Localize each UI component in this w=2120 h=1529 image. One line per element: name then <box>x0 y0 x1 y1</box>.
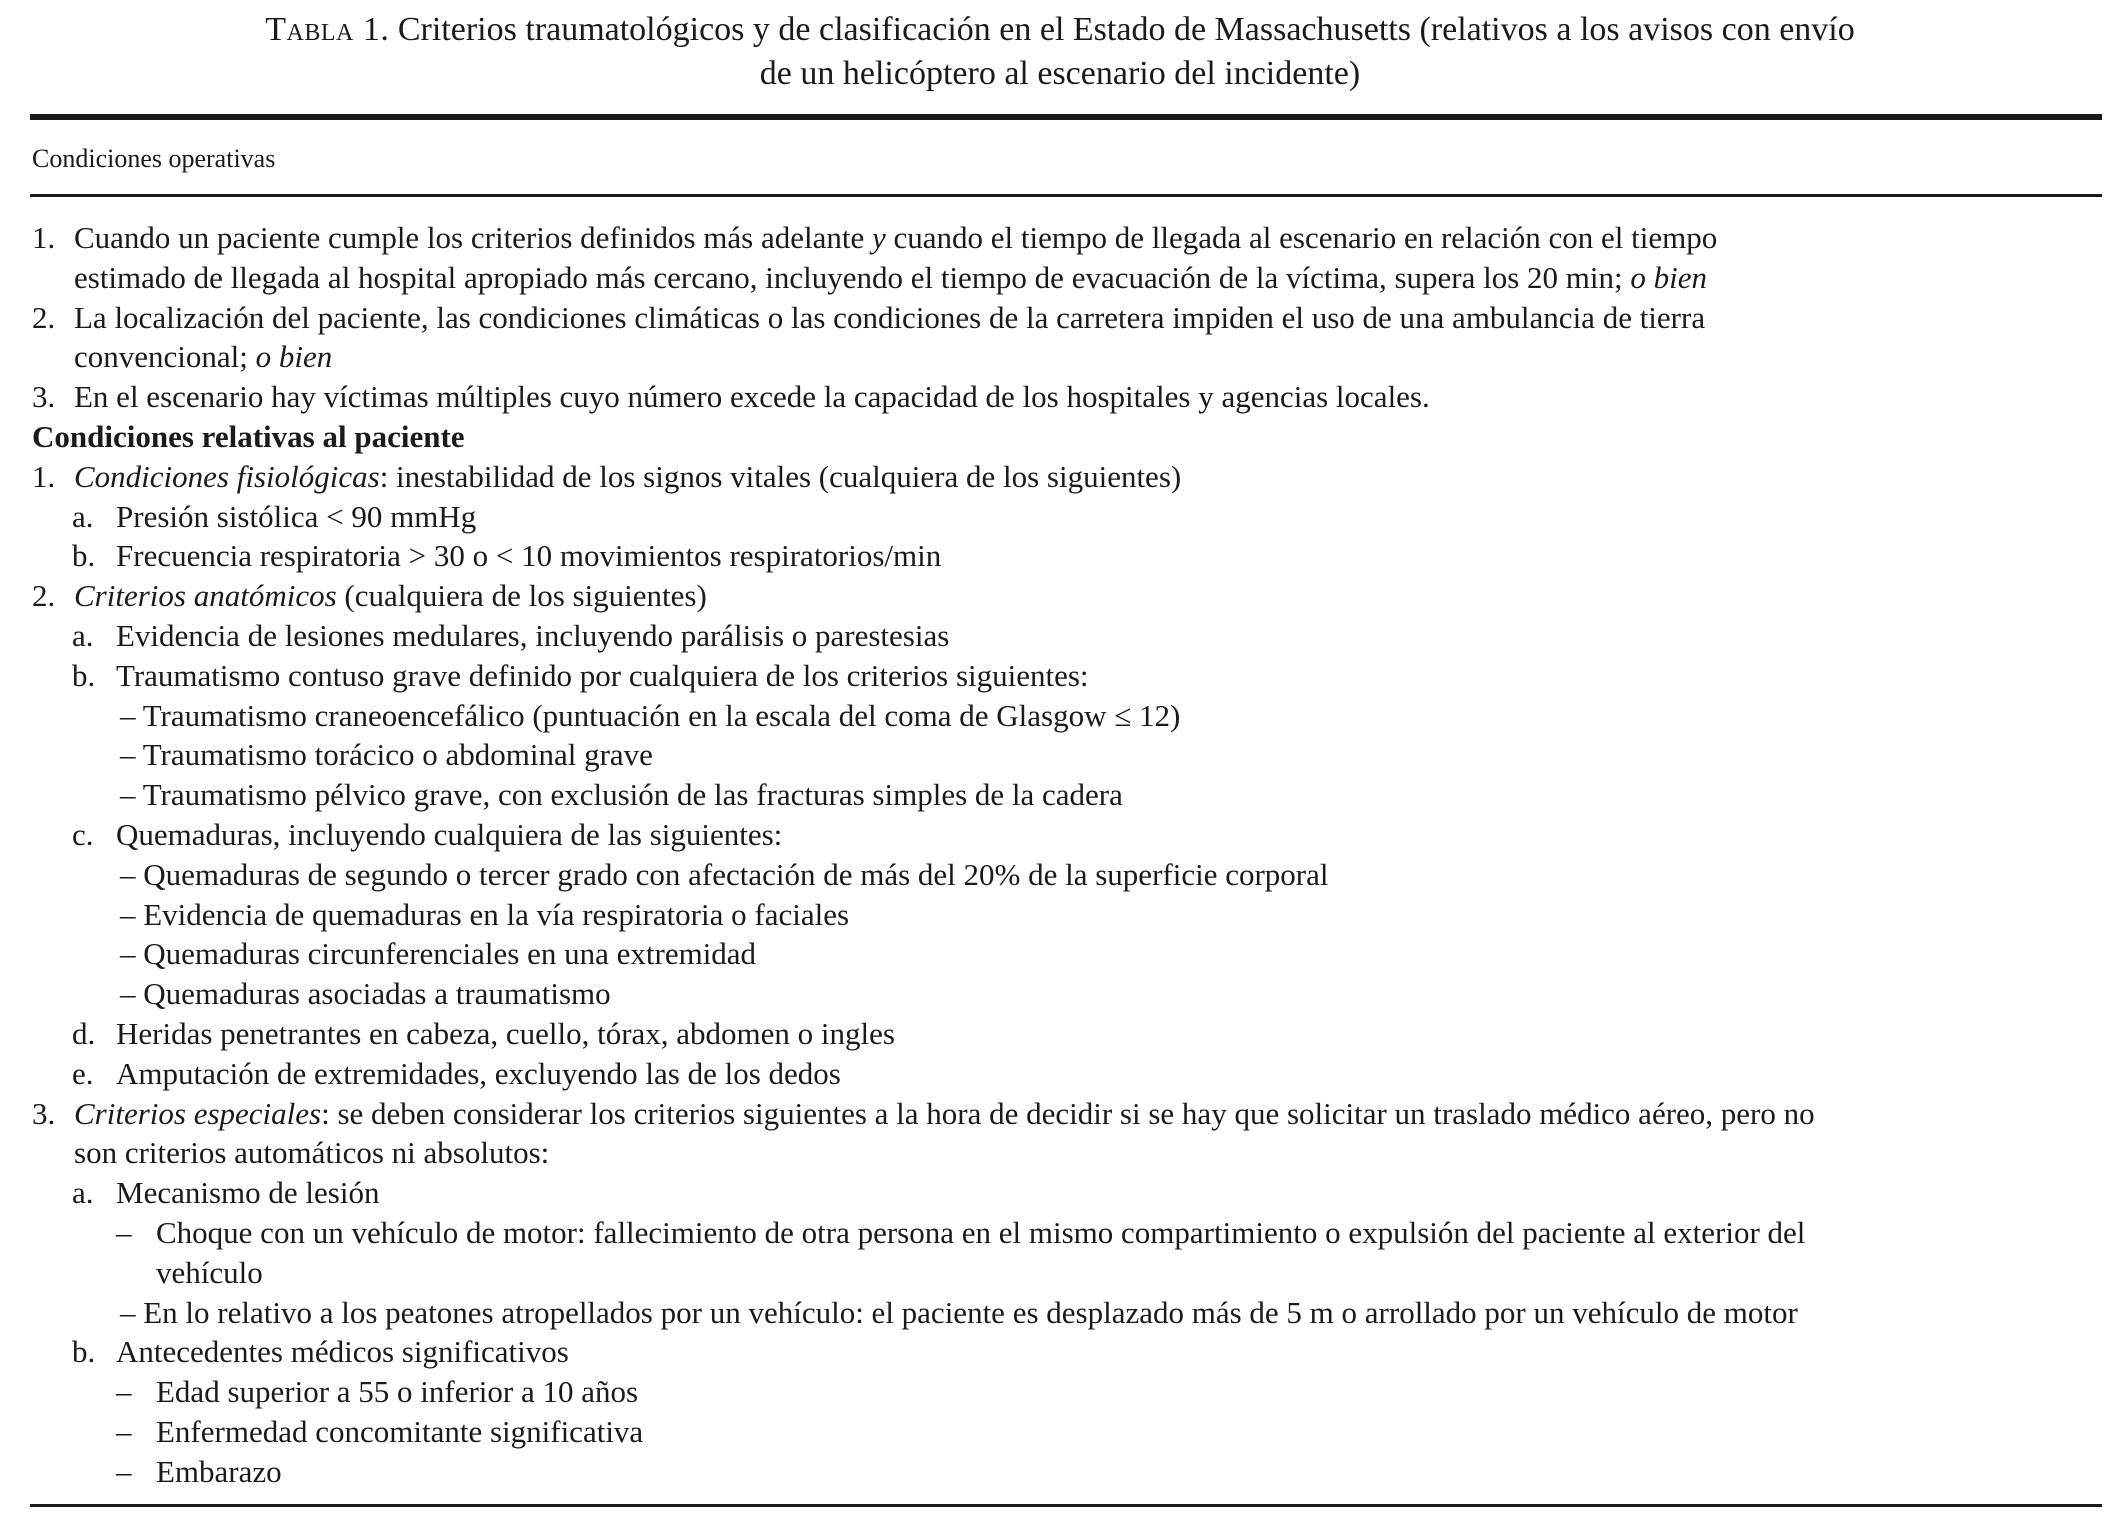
item-text: cuando el tiempo de llegada al escenario en relación con el tiempo <box>893 220 1718 255</box>
especiales-sub-a-detail-2: – En lo relativo a los peatones atropellados por un vehículo: el paciente es desplazado más de 5 m o arrollado por un vehículo de motor <box>120 1294 1798 1330</box>
sub-letter: a. <box>72 1175 94 1211</box>
anatomicos-sub-c <box>32 815 2102 855</box>
item-number: 1. <box>32 458 56 494</box>
detail-text: Embarazo <box>156 1453 282 1489</box>
anatomicos-sub-d <box>32 1014 2102 1054</box>
sub-letter: a. <box>72 617 94 653</box>
column-header: Condiciones operativas <box>32 144 276 173</box>
sub-text: Frecuencia respiratoria > 30 o < 10 movimientos respiratorios/min <box>116 538 942 574</box>
item-text: Cuando un paciente cumple los criterios definidos más adelante <box>74 220 865 255</box>
table-title-line-2: de un helicóptero al escenario del incidente) <box>759 55 1361 92</box>
detail-text: Enfermedad concomitante significativa <box>156 1413 644 1449</box>
operativa-item-2-cont <box>32 337 2102 377</box>
operativa-item-3 <box>32 377 2102 417</box>
detail-text: Choque con un vehículo de motor: fallecimiento de otra persona en el mismo compartimiento o expulsión del paciente al exterior del <box>156 1214 1806 1250</box>
operativa-item-2 <box>32 298 2102 338</box>
table-label: Tabla 1. <box>265 11 390 48</box>
anatomicos-sub-a <box>32 616 2102 656</box>
sub-text: Presión sistólica < 90 mmHg <box>116 498 477 534</box>
item-text: (cualquiera de los siguientes) <box>336 578 707 614</box>
sub-text: Traumatismo contuso grave definido por cualquiera de los criterios siguientes: <box>116 657 1089 693</box>
sub-text: Mecanismo de lesión <box>116 1175 380 1211</box>
table-caption <box>30 8 2090 96</box>
anatomicos-sub-b-detail: – Traumatismo torácico o abdominal grave <box>120 737 653 773</box>
sub-letter: d. <box>72 1015 96 1051</box>
item-number: 2. <box>32 578 56 614</box>
table-title-line-1: Criterios traumatológicos y de clasificación en el Estado de Massachusetts (relativos a los avisos con envío <box>397 11 1855 48</box>
header-rule <box>30 194 2102 197</box>
top-rule <box>30 114 2102 120</box>
item-text: La localización del paciente, las condiciones climáticas o las condiciones de la carretera impiden el uso de una ambulancia de tierra <box>74 299 1706 335</box>
item-conjunction: o bien <box>255 339 333 375</box>
item-italic: y <box>872 220 886 255</box>
dash: – <box>116 1214 132 1250</box>
sub-letter: b. <box>72 657 96 693</box>
anatomicos-sub-c-detail: – Quemaduras circunferenciales en una extremidad <box>120 936 757 972</box>
dash: – <box>116 1374 132 1410</box>
item-title: Criterios especiales <box>74 1095 322 1131</box>
sub-letter: e. <box>72 1055 94 1091</box>
item-number: 1. <box>32 220 56 255</box>
sub-text: Evidencia de lesiones medulares, incluyendo parálisis o parestesias <box>116 617 950 653</box>
sub-text: Quemaduras, incluyendo cualquiera de las siguientes: <box>116 816 783 852</box>
sub-text: Amputación de extremidades, excluyendo las de los dedos <box>116 1055 841 1091</box>
item-conjunction: o bien <box>1630 259 1707 295</box>
dash: – <box>116 1413 132 1449</box>
item-title: Criterios anatómicos <box>74 578 337 614</box>
especiales-sub-a-detail-1 <box>32 1213 2102 1253</box>
fisiologicas-item <box>32 457 2102 497</box>
item-number: 2. <box>32 299 56 335</box>
sub-letter: a. <box>72 498 94 534</box>
anatomicos-sub-c-detail: – Quemaduras de segundo o tercer grado con afectación de más del 20% de la superficie corporal <box>120 856 1329 892</box>
sub-text: Antecedentes médicos significativos <box>116 1334 569 1370</box>
especiales-sub-b-detail <box>32 1372 2102 1412</box>
fisiologicas-sub-b <box>32 536 2102 576</box>
especiales-sub-b-detail <box>32 1452 2102 1492</box>
especiales-sub-b-detail <box>32 1412 2102 1452</box>
especiales-sub-a-detail-1-cont: vehículo <box>156 1254 263 1290</box>
item-text: En el escenario hay víctimas múltiples cuyo número excede la capacidad de los hospitales y agencias locales. <box>74 379 1430 415</box>
especiales-sub-a <box>32 1173 2102 1213</box>
item-text: estimado de llegada al hospital apropiado más cercano, incluyendo el tiempo de evacuación de la víctima, supera los 20 min; <box>74 259 1623 295</box>
item-number: 3. <box>32 379 56 415</box>
detail-text: Edad superior a 55 o inferior a 10 años <box>156 1374 639 1410</box>
sub-text: Heridas penetrantes en cabeza, cuello, tórax, abdomen o ingles <box>116 1015 895 1051</box>
paciente-heading: Condiciones relativas al paciente <box>32 418 465 454</box>
item-number: 3. <box>32 1095 56 1131</box>
item-title: Condiciones fisiológicas <box>74 458 380 494</box>
anatomicos-sub-c-detail: – Evidencia de quemaduras en la vía respiratoria o faciales <box>120 896 850 932</box>
caption-line-1 <box>30 8 2090 52</box>
bottom-rule <box>30 1504 2102 1507</box>
anatomicos-sub-c-detail: – Quemaduras asociadas a traumatismo <box>120 976 611 1012</box>
item-text: : se deben considerar los criterios siguientes a la hora de decidir si se hay que solicitar un traslado médico aéreo, pero no <box>321 1095 1815 1131</box>
fisiologicas-sub-a <box>32 497 2102 537</box>
sub-letter: b. <box>72 1334 96 1370</box>
operativa-item-1-cont <box>32 258 2102 298</box>
sub-letter: b. <box>72 538 96 574</box>
especiales-item-cont: son criterios automáticos ni absolutos: <box>74 1135 550 1171</box>
anatomicos-sub-b-detail: – Traumatismo craneoencefálico (puntuación en la escala del coma de Glasgow ≤ 12) <box>120 697 1181 733</box>
especiales-sub-b <box>32 1332 2102 1372</box>
table-body <box>32 218 2102 1492</box>
sub-letter: c. <box>72 816 94 852</box>
especiales-item <box>32 1094 2102 1134</box>
anatomicos-sub-e <box>32 1054 2102 1094</box>
anatomicos-sub-b <box>32 656 2102 696</box>
item-text: convencional; <box>74 339 248 375</box>
operativa-item-1 <box>32 218 2102 258</box>
item-text: : inestabilidad de los signos vitales (cualquiera de los siguientes) <box>379 458 1182 494</box>
anatomicos-item <box>32 576 2102 616</box>
anatomicos-sub-b-detail: – Traumatismo pélvico grave, con exclusión de las fracturas simples de la cadera <box>120 777 1123 813</box>
dash: – <box>116 1453 132 1489</box>
